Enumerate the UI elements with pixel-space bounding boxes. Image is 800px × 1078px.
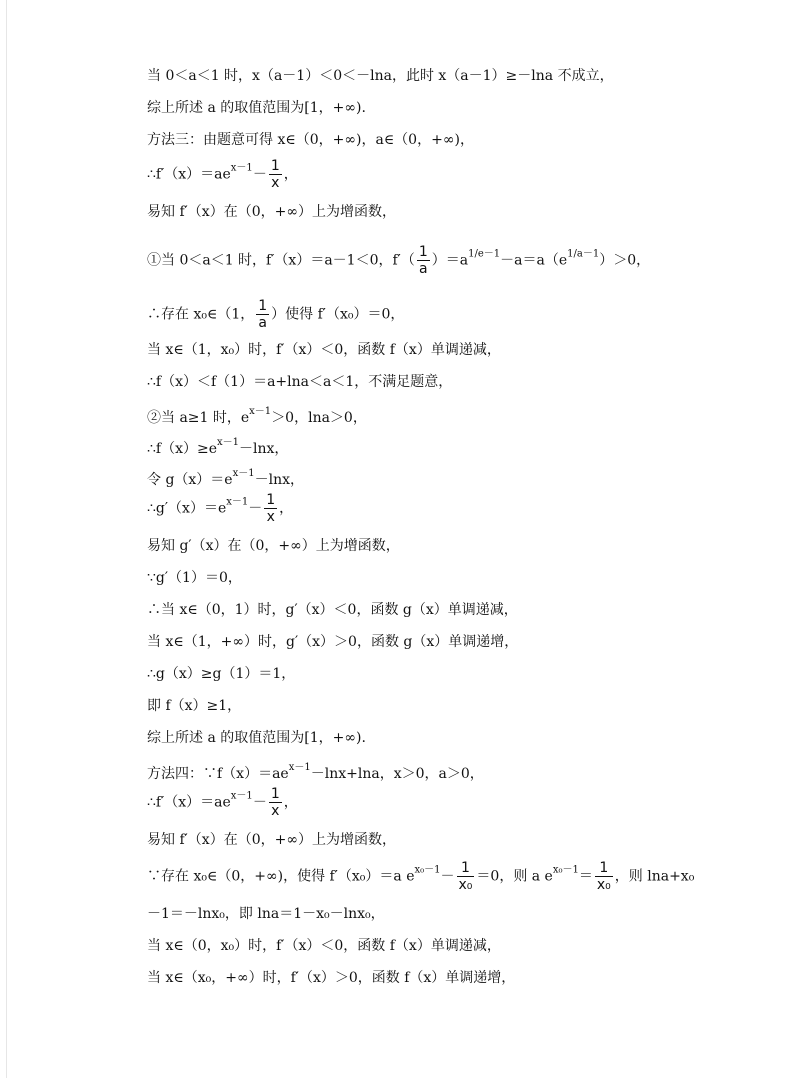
text-line-11 (147, 433, 288, 459)
text-line-6 (147, 244, 650, 277)
text-line-14: 易知 g′（x）在（0，+∞）上为增函数， (147, 538, 400, 554)
text-segment: ∴f′（x）＝ae (147, 794, 231, 811)
text-segment: ，则 lna+x₀ (614, 868, 695, 885)
text-line-23: 易知 f′（x）在（0，+∞）上为增函数， (147, 832, 397, 848)
text-segment: ）使得 f′（x₀）＝0， (271, 306, 405, 323)
exponent: －1 (483, 248, 501, 260)
numerator: 1 (270, 786, 280, 802)
exponent: x－1 (232, 468, 255, 479)
denominator: x (266, 509, 275, 525)
text-segment: － (440, 868, 455, 885)
exponent: x－1 (217, 437, 240, 448)
text-line-15: ∵g′（1）＝0， (147, 570, 242, 586)
text-line-3: 方法三：由题意可得 x∈（0，+∞)，a∈（0，+∞)， (147, 132, 474, 148)
numerator: 1 (457, 860, 475, 877)
fraction (457, 860, 475, 893)
exponent: 1/e (468, 248, 484, 260)
text-segment: 令 g（x）＝e (147, 472, 233, 488)
text-line-9: ∴f（x）＜f（1）＝a+lna＜a＜1，不满足题意， (147, 374, 453, 390)
text-segment: － (248, 500, 263, 517)
exponent: x₀－1 (552, 864, 579, 876)
denominator: a (419, 261, 428, 277)
text-segment: ②当 a≥1 时，e (147, 410, 250, 426)
numerator: 1 (266, 492, 276, 508)
text-line-17: 当 x∈（1，+∞）时，g′（x）＞0，函数 g（x）单调递增， (147, 634, 519, 650)
exponent: x－1 (249, 406, 272, 417)
exponent: x－1 (230, 790, 253, 802)
text-segment: －lnx+lna，x＞0，a＞0， (310, 766, 484, 782)
text-segment: ①当 0＜a＜1 时，f′（x）＝a－1＜0，f′（ (147, 252, 415, 269)
denominator: x (271, 175, 280, 191)
text-line-10 (147, 402, 367, 428)
numerator: 1 (595, 860, 613, 877)
text-segment: ∴f（x）≥e (147, 441, 217, 457)
text-segment: ∴存在 x₀∈（1， (147, 306, 255, 323)
text-line-4 (147, 158, 298, 191)
denominator: x₀ (596, 877, 611, 893)
text-line-5: 易知 f′（x）在（0，+∞）上为增函数， (147, 204, 397, 220)
text-line-16: ∴当 x∈（0，1）时，g′（x）＜0，函数 g（x）单调递减， (147, 602, 518, 618)
text-line-19: 即 f（x）≥1， (147, 698, 242, 714)
fraction (264, 492, 277, 525)
fraction (595, 860, 613, 893)
text-line-26: 当 x∈（0，x₀）时，f′（x）＜0，函数 f（x）单调递减， (147, 938, 501, 954)
fraction (269, 786, 282, 819)
text-line-12 (147, 464, 304, 490)
text-segment: ∵存在 x₀∈（0，+∞)，使得 f′（x₀）＝a e (147, 868, 415, 885)
text-segment: ＝0，则 a e (476, 868, 553, 885)
numerator: 1 (258, 298, 268, 314)
text-segment: ， (279, 500, 294, 517)
text-segment: － (252, 794, 267, 811)
fraction (256, 298, 269, 331)
text-segment: ＝ (578, 868, 593, 885)
text-segment: －lnx， (239, 441, 289, 457)
exponent: x₀－1 (414, 864, 441, 876)
denominator: x₀ (458, 877, 473, 893)
text-line-8: 当 x∈（1，x₀）时，f′（x）＜0，函数 f（x）单调递减， (147, 342, 501, 358)
text-segment: ， (283, 166, 298, 183)
text-line-27: 当 x∈（x₀，+∞）时，f′（x）＞0，函数 f（x）单调递增， (147, 970, 516, 986)
text-segment: ， (283, 794, 298, 811)
text-segment: 方法四：∵f（x）＝ae (147, 766, 289, 782)
text-line-7 (147, 298, 404, 331)
fraction (269, 158, 282, 191)
text-line-1: 当 0＜a＜1 时，x（a－1）＜0＜－lna，此时 x（a－1）≥－lna 不成立， (147, 68, 614, 84)
numerator: 1 (418, 244, 428, 260)
page-edge (6, 0, 7, 1078)
denominator: a (258, 315, 267, 331)
text-segment: －a＝a（e (500, 252, 568, 269)
text-segment: ）＝a (431, 252, 469, 269)
exponent: x－1 (288, 762, 311, 773)
text-segment: ∴g′（x）＝e (147, 500, 227, 517)
numerator: 1 (270, 158, 280, 174)
text-line-25: －1＝－lnx₀，即 lna＝1－x₀－lnx₀， (147, 906, 385, 922)
text-segment: －lnx， (254, 472, 304, 488)
fraction (417, 244, 430, 277)
exponent: x－1 (230, 162, 253, 174)
text-segment: ＞0，lna＞0， (271, 410, 367, 426)
text-line-13 (147, 492, 293, 525)
exponent: 1/a－1 (567, 248, 600, 260)
text-segment: ）＞0， (599, 252, 651, 269)
exponent: x－1 (226, 496, 249, 508)
denominator: x (271, 803, 280, 819)
text-segment: ∴f′（x）＝ae (147, 166, 231, 183)
text-line-22 (147, 786, 298, 819)
text-line-21 (147, 758, 484, 784)
text-line-24 (147, 860, 694, 893)
text-line-2: 综上所述 a 的取值范围为[1，+∞). (147, 100, 366, 116)
text-line-20: 综上所述 a 的取值范围为[1，+∞). (147, 730, 366, 746)
text-line-18: ∴g（x）≥g（1）＝1， (147, 666, 296, 682)
text-segment: － (252, 166, 267, 183)
